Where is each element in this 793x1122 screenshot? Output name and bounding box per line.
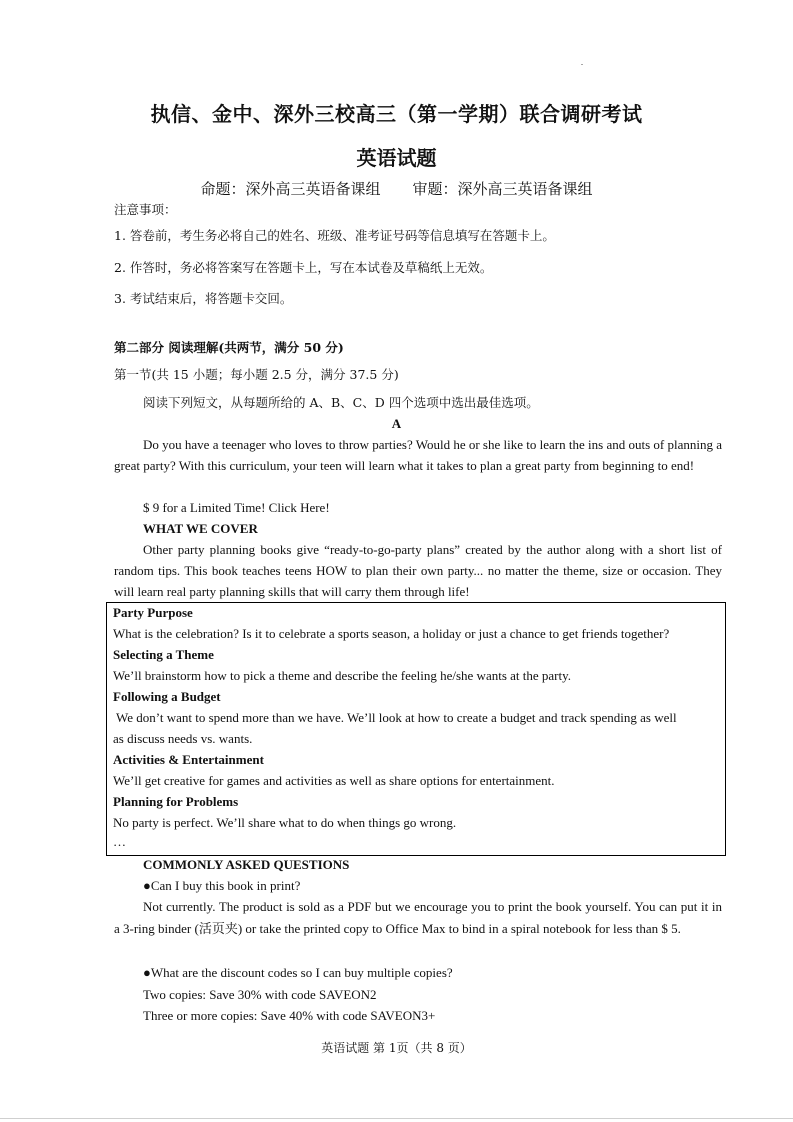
notes-heading: 注意事项： — [114, 202, 177, 217]
note-item-2: 2. 作答时，务必将答案写在答题卡上，写在本试卷及草稿纸上无效。 — [114, 260, 493, 275]
topic-text-2: We’ll brainstorm how to pick a theme and describe the feeling he/she wants at the party. — [113, 668, 572, 683]
instruction: 阅读下列短文，从每题所给的 A、B、C、D 四个选项中选出最佳选项。 — [143, 395, 539, 410]
passage-intro: Do you have a teenager who loves to throw parties? Would he or she like to learn the ins and outs of planning a great party? With this curriculum, your teen will learn what it takes to plan a great party from beginning to end! — [114, 437, 722, 473]
topic-text-3a: We don’t want to spend more than we have. We’ll look at how to create a budget and track spending as well — [113, 710, 677, 725]
topic-heading-1: Party Purpose — [113, 605, 193, 620]
passage-label: A — [391, 416, 402, 431]
page-footer: 英语试题 第 1页（共 8 页） — [321, 1041, 472, 1055]
faq-question-2: ●What are the discount codes so I can buy multiple copies? — [143, 965, 453, 980]
cover-text: Other party planning books give “ready-to-go-party plans” created by the author along with a short list of random tips. This book teaches teens HOW to plan their own party... no matter the theme, size or occasion. They will learn real party planning skills that will carry them through life! — [114, 542, 722, 599]
subsection-heading: 第一节(共 15 小题；每小题 2.5 分，满分 37.5 分) — [114, 367, 399, 382]
note-item-3: 3. 考试结束后，将答题卡交回。 — [114, 291, 293, 306]
page-edge — [0, 1118, 793, 1119]
topic-text-3b: as discuss needs vs. wants. — [113, 731, 253, 746]
topic-heading-4: Activities & Entertainment — [113, 752, 264, 767]
subject-title: 英语试题 — [356, 146, 437, 170]
topic-heading-3: Following a Budget — [113, 689, 221, 704]
note-item-1: 1. 答卷前，考生务必将自己的姓名、班级、准考证号码等信息填写在答题卡上。 — [114, 228, 555, 243]
discount-three-copies: Three or more copies: Save 40% with code SAVEON3+ — [143, 1008, 436, 1023]
topic-text-5: No party is perfect. We’ll share what to do when things go wrong. — [113, 815, 457, 830]
price-line: $ 9 for a Limited Time! Click Here! — [143, 500, 330, 515]
topic-heading-2: Selecting a Theme — [113, 647, 214, 662]
box-ellipsis: … — [113, 834, 126, 849]
topic-heading-5: Planning for Problems — [113, 794, 239, 809]
part-heading: 第二部分 阅读理解(共两节，满分 50 分) — [114, 340, 344, 355]
authorship-line — [0, 178, 793, 199]
author: 命题：深外高三英语备课组 — [200, 180, 381, 198]
faq-heading: COMMONLY ASKED QUESTIONS — [143, 857, 350, 872]
topic-text-1: What is the celebration? Is it to celebrate a sports season, a holiday or just a chance to get friends together? — [113, 626, 670, 641]
exam-title: 执信、金中、深外三校高三（第一学期）联合调研考试 — [150, 102, 643, 126]
stray-dot: . — [581, 58, 583, 67]
faq-answer-1: Not currently. The product is sold as a PDF but we encourage you to print the book yourself. You can put it in a 3-ring binder (活页夹) or take the printed copy to Office Max to bind in a spiral notebook for less than $ 5. — [114, 899, 722, 936]
topic-text-4: We’ll get creative for games and activities as well as share options for entertainment. — [113, 773, 555, 788]
faq-question-1: ●Can I buy this book in print? — [143, 878, 301, 893]
discount-two-copies: Two copies: Save 30% with code SAVEON2 — [143, 987, 377, 1002]
cover-heading: WHAT WE COVER — [143, 521, 258, 536]
reviewer: 审题：深外高三英语备课组 — [412, 180, 593, 198]
